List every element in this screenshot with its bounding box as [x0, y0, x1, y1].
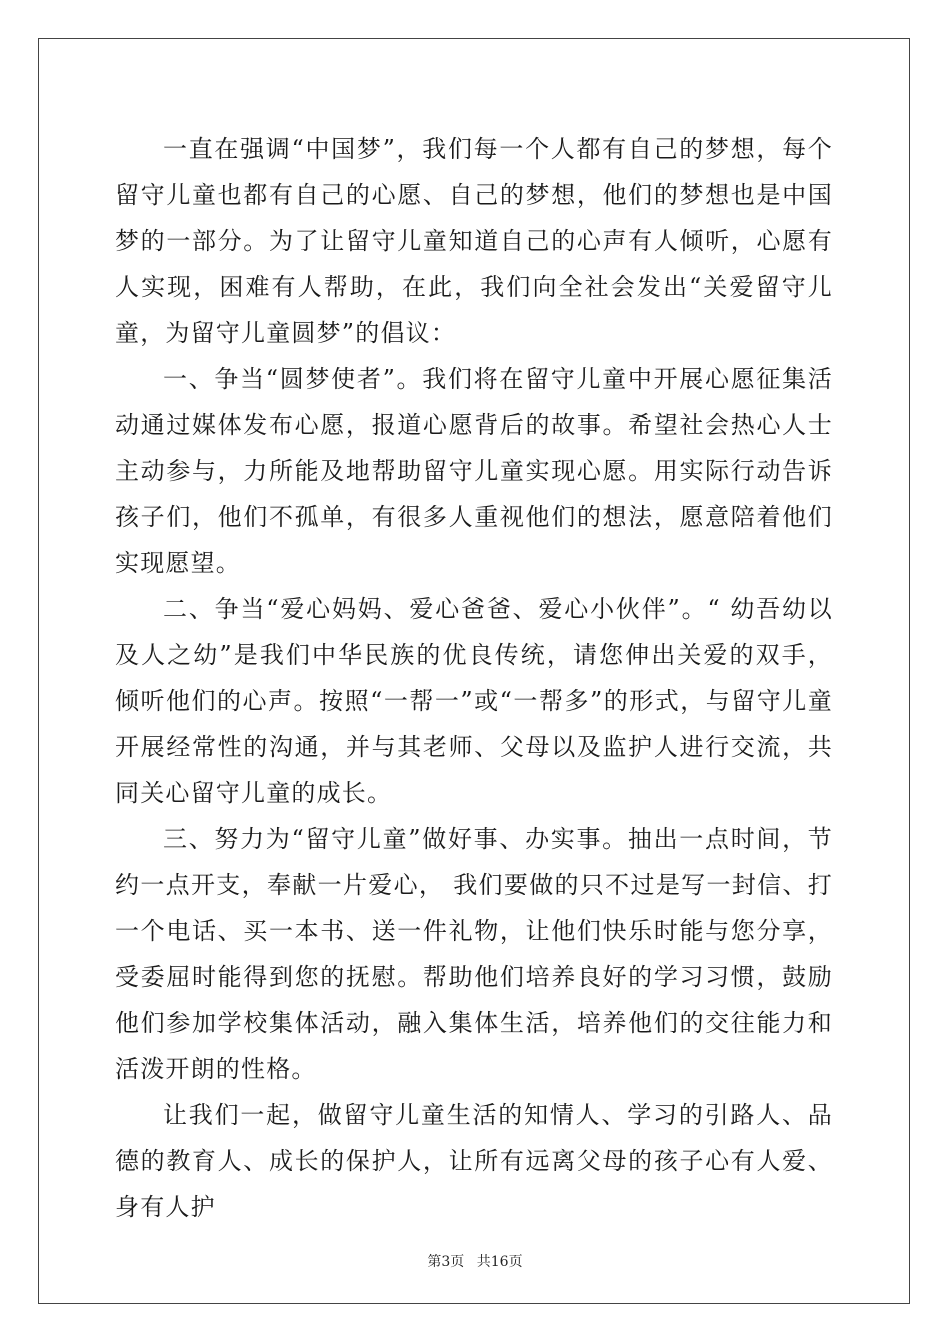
- document-body: [115, 126, 833, 1230]
- page-footer: [0, 1251, 950, 1271]
- paragraph-closing: 让我们一起，做留守儿童生活的知情人、学习的引路人、品德的教育人、成长的保护人，让所有远离父母的孩子心有人爱、身有人护: [115, 1101, 833, 1221]
- paragraph-item-3: 三、努力为“留守儿童”做好事、办实事。抽出一点时间，节约一点开支，奉献一片爱心， 我们要做的只不过是写一封信、打一个电话、买一本书、送一件礼物，让他们快乐时能与您分享，受委屈时能得到您的抚慰。帮助他们培养良好的学习习惯，鼓励他们参加学校集体活动，融入集体生活，培养他们的交往能力和活泼开朗的性格。: [115, 825, 833, 1083]
- page-total: 共16页: [476, 1254, 523, 1270]
- paragraph-item-1: 一、争当“圆梦使者”。我们将在留守儿童中开展心愿征集活动通过媒体发布心愿，报道心愿背后的故事。希望社会热心人士主动参与，力所能及地帮助留守儿童实现心愿。用实际行动告诉孩子们，他们不孤单，有很多人重视他们的想法，愿意陪着他们实现愿望。: [115, 365, 833, 577]
- paragraph-item-2: 二、争当“爱心妈妈、爱心爸爸、爱心小伙伴”。“ 幼吾幼以及人之幼”是我们中华民族的优良传统，请您伸出关爱的双手，倾听他们的心声。按照“一帮一”或“一帮多”的形式，与留守儿童开展经常性的沟通，并与其老师、父母以及监护人进行交流，共同关心留守儿童的成长。: [115, 595, 833, 807]
- paragraph-intro: 一直在强调“中国梦”，我们每一个人都有自己的梦想，每个留守儿童也都有自己的心愿、自己的梦想，他们的梦想也是中国梦的一部分。为了让留守儿童知道自己的心声有人倾听，心愿有人实现，困难有人帮助，在此，我们向全社会发出“关爱留守儿童，为留守儿童圆梦”的倡议：: [115, 135, 833, 347]
- page-number: 第3页: [427, 1254, 465, 1270]
